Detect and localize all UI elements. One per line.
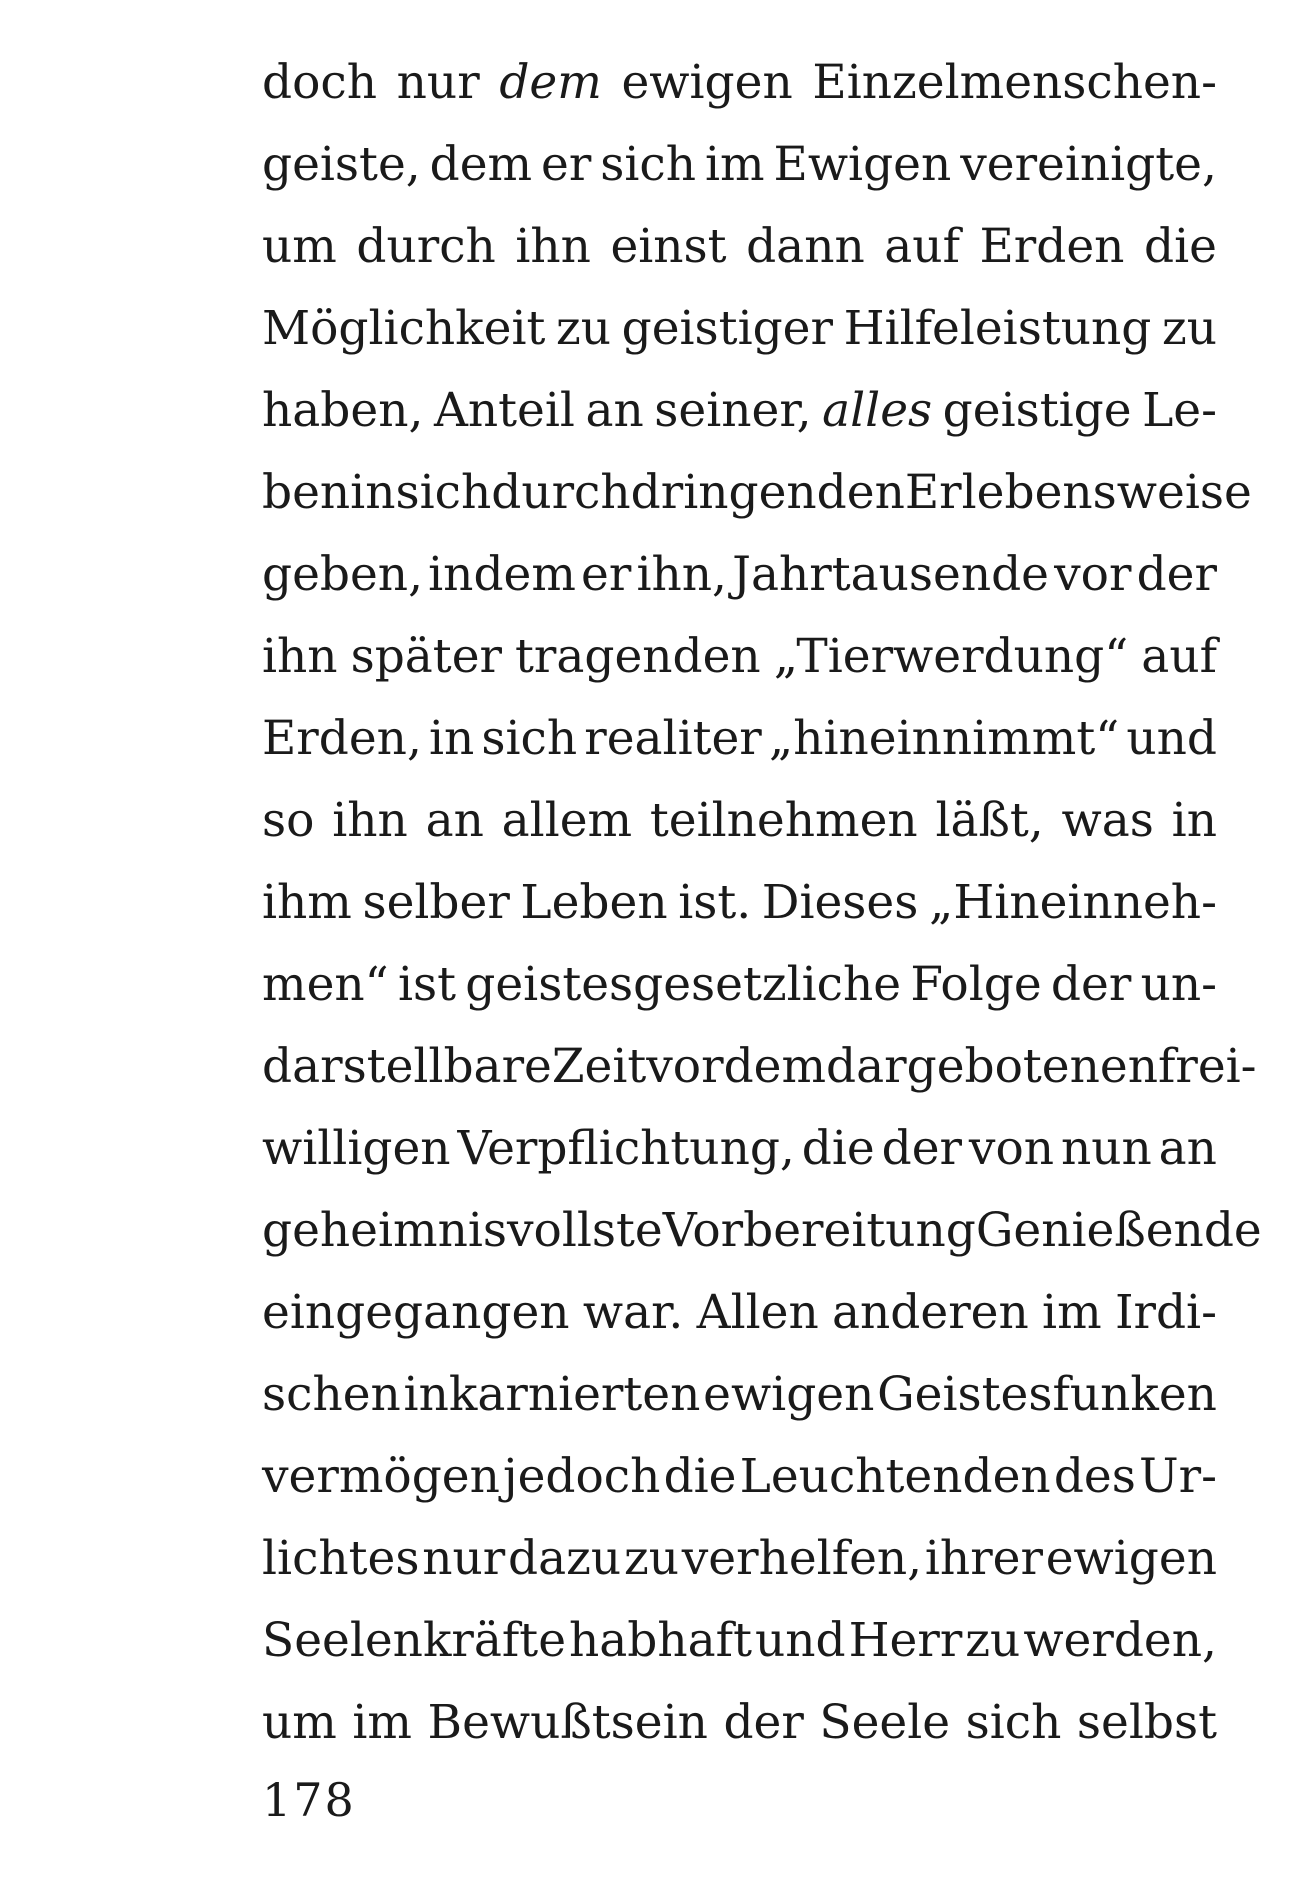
word: an	[585, 383, 644, 438]
word: Ewigen	[773, 137, 952, 192]
word: zu	[1161, 301, 1217, 356]
word: Seele	[819, 1695, 951, 1750]
word: ben	[262, 465, 351, 520]
word: men“	[262, 957, 389, 1012]
word: im	[704, 137, 765, 192]
word: frei-	[1157, 1039, 1257, 1094]
word: dem	[429, 137, 533, 192]
word: Dieses	[761, 875, 919, 930]
word: nur	[396, 55, 480, 110]
word: realiter	[584, 711, 762, 766]
word: geistiger	[621, 301, 833, 356]
text-line	[262, 616, 1217, 698]
word: nur	[422, 1531, 506, 1586]
word: tragenden	[514, 629, 761, 684]
word: doch	[262, 55, 377, 110]
text-line	[262, 1190, 1262, 1272]
word: dazu	[508, 1531, 622, 1586]
word: lichtes	[262, 1531, 420, 1586]
text-line	[262, 1682, 1217, 1764]
word: Bewußtsein	[427, 1695, 708, 1750]
word: im	[1042, 1285, 1102, 1340]
text-line	[262, 42, 1217, 124]
word: von	[968, 1121, 1055, 1176]
word: Verpflichtung,	[457, 1121, 795, 1176]
word: vereinigte,	[960, 137, 1217, 192]
word: Hilfeleistung	[843, 301, 1152, 356]
word: Herr	[848, 1613, 963, 1668]
word: Einzelmenschen-	[812, 55, 1217, 110]
page-number: 178	[262, 1773, 356, 1827]
word: die	[663, 1449, 737, 1504]
word: Genießende	[975, 1203, 1262, 1258]
word: indem	[428, 547, 576, 602]
word: Vorbereitung	[662, 1203, 976, 1258]
word: vordem	[646, 1039, 827, 1094]
word: ewigen	[703, 1367, 875, 1422]
word: Anteil	[433, 383, 575, 438]
word: geistige	[942, 383, 1132, 438]
word: er	[541, 137, 592, 192]
word: und	[1126, 711, 1217, 766]
text-line	[262, 1354, 1217, 1436]
word: werden,	[1023, 1613, 1217, 1668]
word: geistesgesetzliche	[465, 957, 902, 1012]
word: zu	[555, 301, 612, 356]
word: verhelfen,	[681, 1531, 923, 1586]
word: alles	[822, 383, 933, 438]
word: ihm	[262, 875, 352, 930]
word: auf	[1141, 629, 1217, 684]
word: in	[1171, 793, 1217, 848]
word: Erlebensweise	[904, 465, 1252, 520]
word: durch	[356, 219, 496, 274]
word: ewigen	[621, 55, 793, 110]
text-line	[262, 370, 1217, 452]
word: geben,	[262, 547, 424, 602]
word: der	[881, 1121, 962, 1176]
word: durchdringenden	[491, 465, 905, 520]
word: die	[1143, 219, 1217, 274]
word: war.	[582, 1285, 684, 1340]
word: zu	[965, 1613, 1021, 1668]
word: Allen	[696, 1285, 819, 1340]
word: Leben	[520, 875, 668, 930]
text-line	[262, 206, 1217, 288]
word: Seelenkräfte	[262, 1613, 567, 1668]
word: ihn	[332, 793, 408, 848]
word: ihrer	[924, 1531, 1043, 1586]
text-line	[262, 288, 1217, 370]
word: ewigen	[1045, 1531, 1217, 1586]
text-line	[262, 780, 1217, 862]
word: ihn	[262, 629, 338, 684]
text-line	[262, 862, 1217, 944]
word: Irdi-	[1114, 1285, 1217, 1340]
text-line	[262, 1026, 1257, 1108]
word: die	[801, 1121, 875, 1176]
word: Geistesfunken	[877, 1367, 1217, 1422]
word: um	[262, 1695, 337, 1750]
word: dem	[499, 55, 602, 110]
text-line	[262, 944, 1217, 1026]
word: Jahrtausende	[732, 547, 1049, 602]
word: Ur-	[1139, 1449, 1217, 1504]
word: Erden,	[262, 711, 422, 766]
word: seiner,	[654, 383, 812, 438]
text-line	[262, 1600, 1217, 1682]
word: zu	[623, 1531, 679, 1586]
text-line	[262, 1436, 1217, 1518]
word: ist	[397, 957, 456, 1012]
word: darstellbare	[262, 1039, 552, 1094]
word: er	[581, 547, 632, 602]
text-line	[262, 1518, 1217, 1600]
word: im	[352, 1695, 412, 1750]
word: dargebotenen	[826, 1039, 1158, 1094]
word: der	[1050, 957, 1132, 1012]
word: in	[350, 465, 396, 520]
word: in	[428, 711, 475, 766]
word: „hineinnimmt“	[768, 711, 1120, 766]
word: einst	[610, 219, 727, 274]
word: sich	[965, 1695, 1062, 1750]
word: der	[1136, 547, 1217, 602]
word: dann	[746, 219, 865, 274]
text-line	[262, 698, 1217, 780]
word: Folge	[910, 957, 1042, 1012]
word: „Tierwerdung“	[773, 629, 1129, 684]
word: Erden	[979, 219, 1125, 274]
word: geheimnisvollste	[262, 1203, 663, 1258]
word: jedoch	[503, 1449, 661, 1504]
word: selbst	[1076, 1695, 1217, 1750]
word: vor	[1054, 547, 1132, 602]
word: sich	[481, 711, 578, 766]
text-line	[262, 1272, 1217, 1354]
word: Zeit	[551, 1039, 647, 1094]
word: teilnehmen	[649, 793, 918, 848]
word: „Hineinneh-	[928, 875, 1217, 930]
word: ist.	[678, 875, 752, 930]
word: Le-	[1142, 383, 1217, 438]
word: des	[1053, 1449, 1136, 1504]
word: inkarnierten	[403, 1367, 701, 1422]
word: an	[425, 793, 484, 848]
word: ihn,	[636, 547, 727, 602]
word: läßt,	[935, 793, 1044, 848]
text-line	[262, 452, 1252, 534]
text-line	[262, 534, 1217, 616]
word: vermögen	[262, 1449, 500, 1504]
text-line	[262, 1108, 1217, 1190]
word: an	[1158, 1121, 1217, 1176]
word: geiste,	[262, 137, 421, 192]
word: haben,	[262, 383, 424, 438]
word: der	[723, 1695, 804, 1750]
word: Leuchtenden	[739, 1449, 1051, 1504]
word: un-	[1140, 957, 1217, 1012]
word: was	[1061, 793, 1154, 848]
word: Möglichkeit	[262, 301, 546, 356]
word: eingegangen	[262, 1285, 570, 1340]
word: selber	[362, 875, 510, 930]
word: sich	[395, 465, 492, 520]
word: ihn	[515, 219, 591, 274]
word: später	[350, 629, 502, 684]
text-line	[262, 124, 1217, 206]
word: und	[754, 1613, 846, 1668]
word: habhaft	[569, 1613, 752, 1668]
word: nun	[1060, 1121, 1152, 1176]
word: sich	[600, 137, 697, 192]
word: um	[262, 219, 337, 274]
word: so	[262, 793, 315, 848]
body-text	[262, 42, 1262, 1764]
word: willigen	[262, 1121, 451, 1176]
word: allem	[501, 793, 633, 848]
word: anderen	[832, 1285, 1029, 1340]
word: schen	[262, 1367, 401, 1422]
word: auf	[884, 219, 960, 274]
